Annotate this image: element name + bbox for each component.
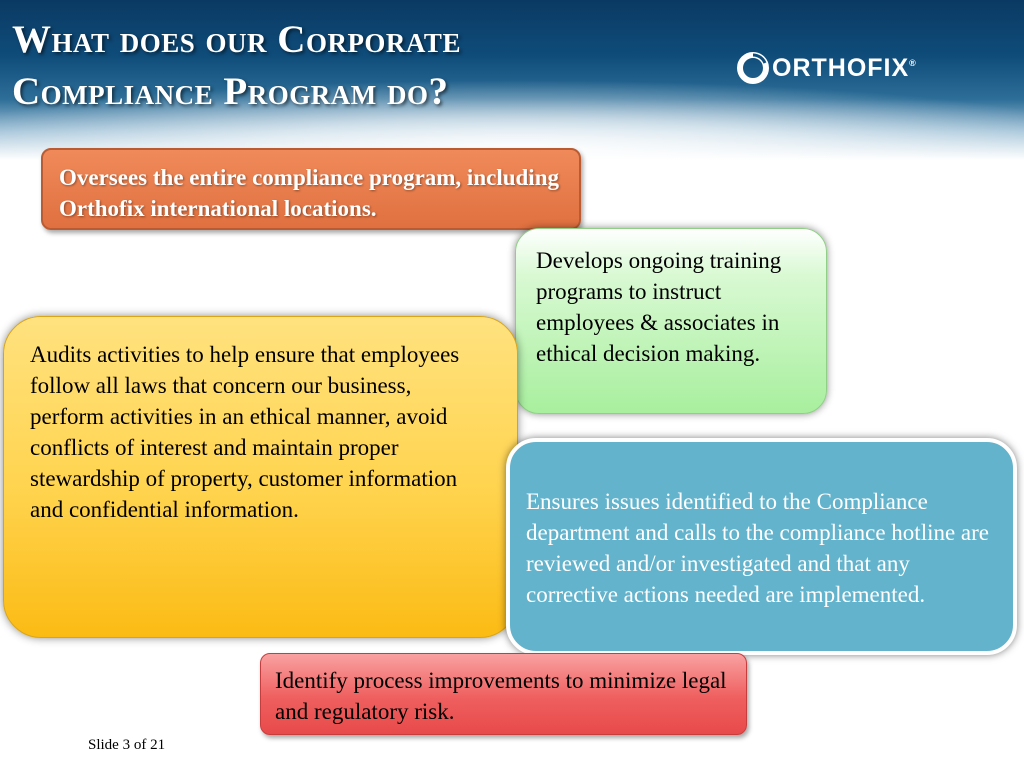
box-identify-improvements: Identify process improvements to minimize legal and regulatory risk. [260, 653, 747, 735]
slide-header [0, 0, 1024, 160]
box-ensures-issues: Ensures issues identified to the Compliance department and calls to the compliance hotline are reviewed and/or investigated and that any corrective actions needed are implemented. [506, 438, 1017, 655]
box-audits-activities: Audits activities to help ensure that employees follow all laws that concern our business, perform activities in an ethical manner, avoid conflicts of interest and maintain proper stewardship of property, customer information and confidential information. [3, 316, 518, 638]
slide-number: Slide 3 of 21 [88, 737, 166, 753]
title-line-1: What does our Corporate [12, 18, 461, 61]
logo-text [772, 54, 917, 83]
orthofix-logo [736, 50, 956, 86]
box-oversees: Oversees the entire compliance program, including Orthofix international locations. [41, 148, 581, 230]
registered-mark: ® [909, 57, 917, 68]
logo-wordmark: ORTHOFIX [772, 53, 910, 82]
orthofix-logo-icon [736, 51, 770, 85]
slide-title [12, 14, 461, 118]
title-line-2: Compliance Program do? [12, 70, 449, 113]
box-develops-training: Develops ongoing training programs to instruct employees & associates in ethical decision making. [515, 228, 827, 414]
